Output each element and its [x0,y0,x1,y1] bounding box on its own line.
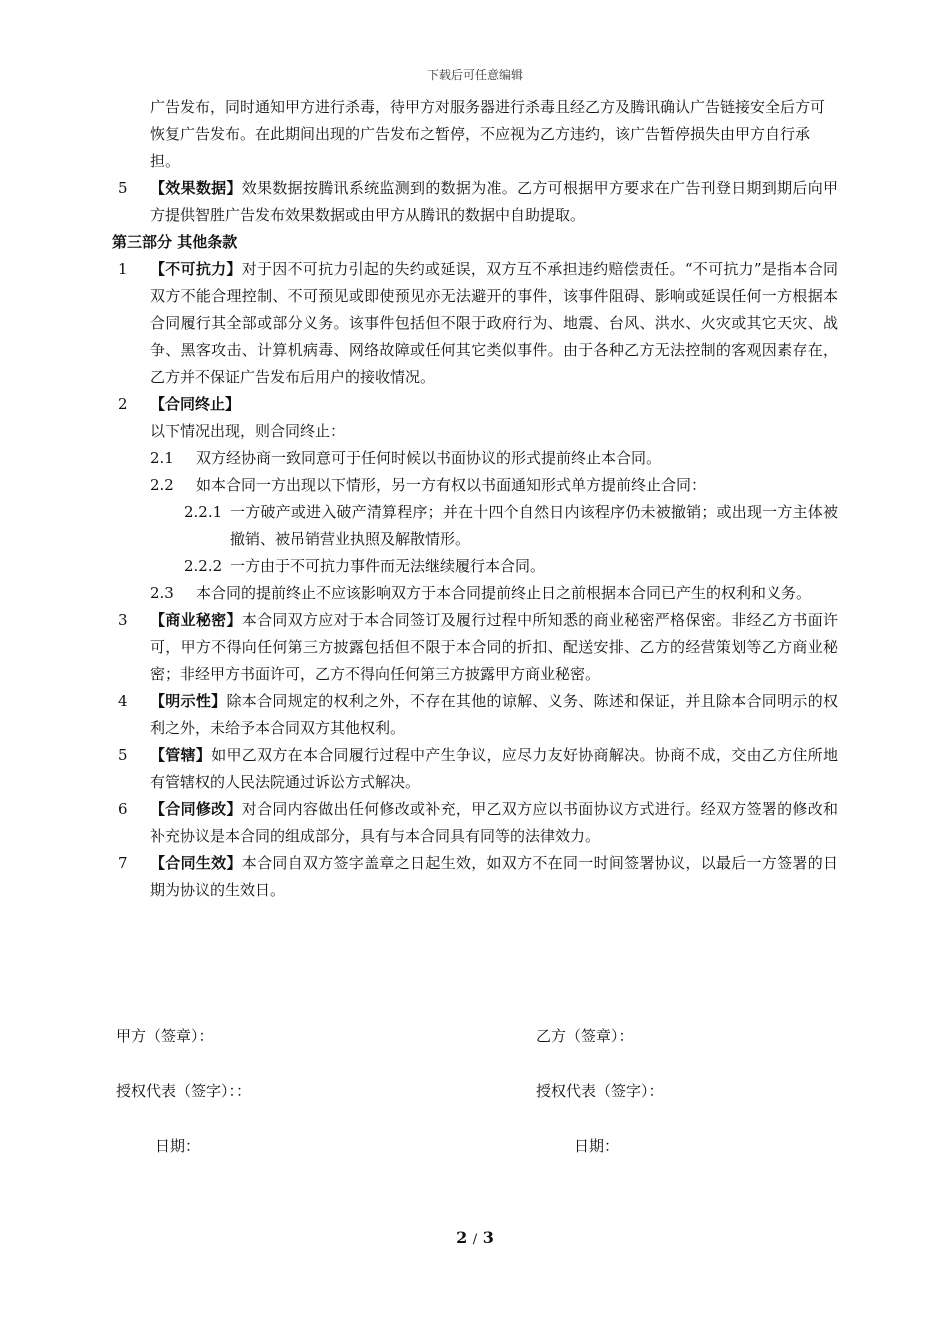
party-a-seal-label: 甲方（签章）： [116,1027,214,1045]
contract-body [112,94,838,904]
clause-title: 【效果数据】 [150,179,242,197]
clause-jurisdiction [112,742,838,796]
subclause-2-2 [112,472,838,499]
clause-number: 4 [118,692,128,710]
clause-text: 对于因不可抗力引起的失约或延误，双方互不承担违约赔偿责任。“不可抗力”是指本合同双方不能合理控制、不可预见或即使预见亦无法避开的事件，该事件阻碍、影响或延误任何一方根据本合同履行其全部或部分义务。该事件包括但不限于政府行为、地震、台风、洪水、火灾或其它天灾、战争、黑客攻击、计算机病毒、网络故障或任何其它类似事件。由于各种乙方无法控制的客观因素存在，乙方并不保证广告发布后用户的接收情况。 [150,260,838,386]
clause-effect-data [112,175,838,229]
clause-title: 【不可抗力】 [150,260,242,278]
page-separator: / [472,1232,478,1247]
clause-number: 5 [118,746,128,764]
clause-text: 对合同内容做出任何修改或补充，甲乙双方应以书面协议方式进行。经双方签署的修改和补充协议是本合同的组成部分，具有与本合同具有同等的法律效力。 [150,800,838,845]
clause-number: 3 [118,611,128,629]
subclause-2-2-1 [112,499,838,553]
party-b-rep-label: 授权代表（签字）： [536,1082,664,1100]
page-number [0,1228,950,1247]
clause-termination [112,391,838,418]
clause-number: 6 [118,800,128,818]
clause-text: 本合同自双方签字盖章之日起生效，如双方不在同一时间签署协议，以最后一方签署的日期为协议的生效日。 [150,854,838,899]
subclause-2-2-2 [112,553,838,580]
clause-text: 效果数据按腾讯系统监测到的数据为准。乙方可根据甲方要求在广告刊登日期到期后向甲方提供智胜广告发布效果数据或由甲方从腾讯的数据中自助提取。 [150,179,838,224]
clause-number: 1 [118,260,128,278]
party-a-rep-label: 授权代表（签字）：： [116,1082,252,1100]
subclause-number: 2.2.2 [184,557,223,575]
total-pages: 3 [482,1228,494,1247]
subclause-number: 2.3 [150,584,174,602]
subclause-number: 2.2.1 [184,503,223,521]
subclause-text: 一方由于不可抗力事件而无法继续履行本合同。 [230,557,546,575]
clause-number: 2 [118,395,128,413]
clause-text: 如甲乙双方在本合同履行过程中产生争议，应尽力友好协商解决。协商不成，交由乙方住所地有管辖权的人民法院通过诉讼方式解决。 [150,746,838,791]
clause-force-majeure [112,256,838,391]
clause-title: 【合同生效】 [150,854,242,872]
section-title: 第三部分 其他条款 [112,233,238,251]
subclause-text: 双方经协商一致同意可于任何时候以书面协议的形式提前终止本合同。 [196,449,662,467]
subclause-number: 2.2 [150,476,174,494]
subclause-2-3 [112,580,838,607]
clause-title: 【商业秘密】 [150,611,242,629]
party-b-seal-label: 乙方（签章）： [536,1027,634,1045]
clause-title: 【合同终止】 [150,395,241,413]
subclause-text: 本合同的提前终止不应该影响双方于本合同提前终止日之前根据本合同已产生的权利和义务。 [196,584,812,602]
clause-text: 除本合同规定的权利之外，不存在其他的谅解、义务、陈述和保证，并且除本合同明示的权利之外，未给予本合同双方其他权利。 [150,692,838,737]
party-b-date-label: 日期： [574,1137,620,1155]
clause-effectiveness [112,850,838,904]
clause-title: 【合同修改】 [150,800,242,818]
header-note: 下载后可任意编辑 [426,68,523,82]
clause-number: 5 [118,179,128,197]
subclause-text: 一方破产或进入破产清算程序；并在十四个自然日内该程序仍未被撤销；或出现一方主体被撤销、被吊销营业执照及解散情形。 [230,503,838,548]
clause-text: 本合同双方应对于本合同签订及履行过程中所知悉的商业秘密严格保密。非经乙方书面许可，甲方不得向任何第三方披露包括但不限于本合同的折扣、配送安排、乙方的经营策划等乙方商业秘密；非经甲方书面许可，乙方不得向任何第三方披露甲方商业秘密。 [150,611,838,683]
subclause-2-1 [112,445,838,472]
subclause-text: 如本合同一方出现以下情形，另一方有权以书面通知形式单方提前终止合同： [196,476,707,494]
clause-title: 【管辖】 [150,746,212,764]
clause-amendment [112,796,838,850]
clause-trade-secrets [112,607,838,688]
intro-continuation: 广告发布，同时通知甲方进行杀毒，待甲方对服务器进行杀毒且经乙方及腾讯确认广告链接安全后方可恢复广告发布。在此期间出现的广告发布之暂停，不应视为乙方违约，该广告暂停损失由甲方自行承担。 [150,98,826,170]
clause-number: 7 [118,854,128,872]
subclause-number: 2.1 [150,449,174,467]
termination-lead: 以下情况出现，则合同终止： [150,422,346,440]
clause-title: 【明示性】 [150,692,227,710]
current-page: 2 [456,1228,468,1247]
party-a-date-label: 日期： [155,1137,201,1155]
clause-explicitness [112,688,838,742]
